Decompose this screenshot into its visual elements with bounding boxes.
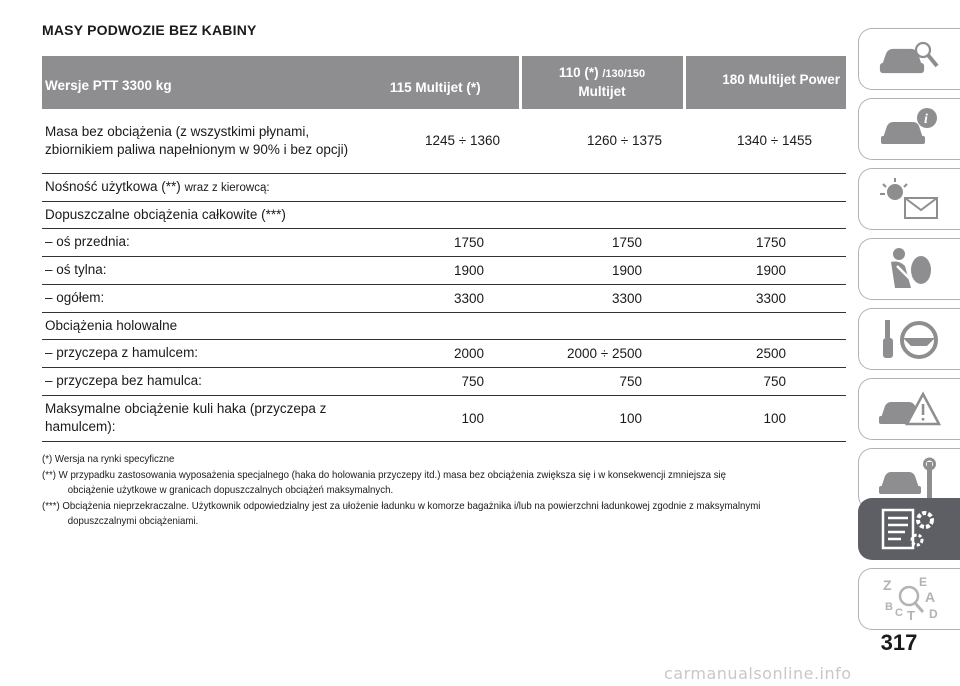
table-row [42,256,846,284]
row-value-col2: 750 [520,367,684,395]
table-row [42,173,846,201]
header-115-multijet: 115 Multijet (*) [352,56,520,109]
row-label: Maksymalne obciążenie kuli haka (przyczepa z hamulcem): [42,395,352,441]
nav-tab-index[interactable] [858,568,960,630]
svg-text:T: T [906,608,915,623]
row-label-main: Nośność użytkowa (**) [45,178,185,194]
row-value-col2: 2000 ÷ 2500 [520,339,684,367]
row-value-col2 [520,201,684,228]
footnote-1: (*) Wersja na rynki specyficzne [42,453,175,465]
row-label: – oś przednia: [42,228,352,256]
row-value-col3: 1340 ÷ 1455 [684,109,846,173]
row-value-col3: 750 [684,367,846,395]
row-label: – przyczepa z hamulcem: [42,339,352,367]
table-row [42,367,846,395]
header-180-multijet-power: 180 Multijet Power [684,56,846,109]
row-value-col2 [520,312,684,339]
row-value-col3: 3300 [684,284,846,312]
row-value-col1: 2000 [352,339,520,367]
row-value-col3: 100 [684,395,846,441]
svg-text:E: E [918,575,927,589]
car-search-icon [875,34,945,84]
footnote-2: (**) W przypadku zastosowania wyposażenia specjalnego (haka do holowania przyczepy itd.) masa bez obciążenia zwiększa się i w konsekwencji zmniejsza się obciążenie użytkowe w granicach dopuszczalnych obciążeń maksymalnych. [42,468,727,496]
row-value-col1 [352,173,520,201]
table-row [42,339,846,367]
airbag-passenger-icon [875,244,945,294]
nav-tab-car-search[interactable] [858,28,960,90]
row-value-col2: 3300 [520,284,684,312]
nav-tab-emergency[interactable] [858,378,960,440]
nav-tab-starting-driving[interactable] [858,308,960,370]
mass-spec-table [42,56,846,442]
row-value-col3: 2500 [684,339,846,367]
table-row [42,284,846,312]
row-value-col3 [684,312,846,339]
car-warning-triangle-icon [875,384,945,434]
row-value-col1: 750 [352,367,520,395]
car-info-icon [875,104,945,154]
header-col2-line2: Multijet [578,84,626,99]
row-value-col2: 1900 [520,256,684,284]
svg-text:i: i [923,112,928,127]
header-110-130-150-multijet [520,56,684,109]
row-value-col1 [352,312,520,339]
table-row [42,395,846,441]
warning-light-mail-icon [875,174,945,224]
row-label [42,173,352,201]
row-value-col3: 1900 [684,256,846,284]
page-number: 317 [880,630,918,655]
key-steering-wheel-icon [875,314,945,364]
svg-text:C: C [894,607,903,619]
header-col2-small: /130/150 [602,68,646,80]
table-row [42,312,846,339]
svg-text:D: D [928,607,938,621]
row-value-col3 [684,173,846,201]
table-header-row [42,56,846,109]
svg-text:B: B [884,601,893,613]
watermark: carmanualsonline.info [664,664,852,683]
car-tools-icon [875,454,945,504]
row-value-col3 [684,201,846,228]
row-value-col1: 100 [352,395,520,441]
row-value-col1: 1750 [352,228,520,256]
nav-tab-technical-data[interactable] [858,498,960,560]
row-label: Masa bez obciążenia (z wszystkimi płynami, zbiornikiem paliwa napełnionym w 90% i bez opcji) [42,109,352,173]
row-value-col2: 100 [520,395,684,441]
row-value-col1: 3300 [352,284,520,312]
row-value-col1: 1245 ÷ 1360 [352,109,520,173]
alphabetical-index-icon [875,574,945,624]
row-label: – ogółem: [42,284,352,312]
row-label: – oś tylna: [42,256,352,284]
row-value-col2: 1260 ÷ 1375 [520,109,684,173]
table-row [42,109,846,173]
nav-tab-car-info[interactable] [858,98,960,160]
svg-text:Z: Z [882,577,892,593]
row-label-small: wraz z kierowcą: [184,181,270,194]
table-row [42,201,846,228]
row-label: Dopuszczalne obciążenia całkowite (***) [42,201,352,228]
row-value-col2: 1750 [520,228,684,256]
table-row [42,228,846,256]
svg-text:A: A [924,589,935,605]
row-value-col1: 1900 [352,256,520,284]
footnotes [42,452,769,530]
page-title: MASY PODWOZIE BEZ KABINY [42,22,257,38]
technical-data-gear-icon [875,504,945,554]
row-label: – przyczepa bez hamulca: [42,367,352,395]
row-value-col3: 1750 [684,228,846,256]
row-value-col1 [352,201,520,228]
row-label: Obciążenia holowalne [42,312,352,339]
row-value-col2 [520,173,684,201]
header-versions: Wersje PTT 3300 kg [42,56,352,109]
nav-tab-safety[interactable] [858,238,960,300]
nav-tab-warning-lights[interactable] [858,168,960,230]
footnote-3: (***) Obciążenia nieprzekraczalne. Użytkownik odpowiedzialny jest za ułożenie ładunku w komorze bagażnika i/lub na powierzchni ładunkowej zgodnie z maksymalnymi dopuszczalnymi obciążeniami. [42,499,761,527]
header-col2-line1: 110 (*) [558,65,603,80]
